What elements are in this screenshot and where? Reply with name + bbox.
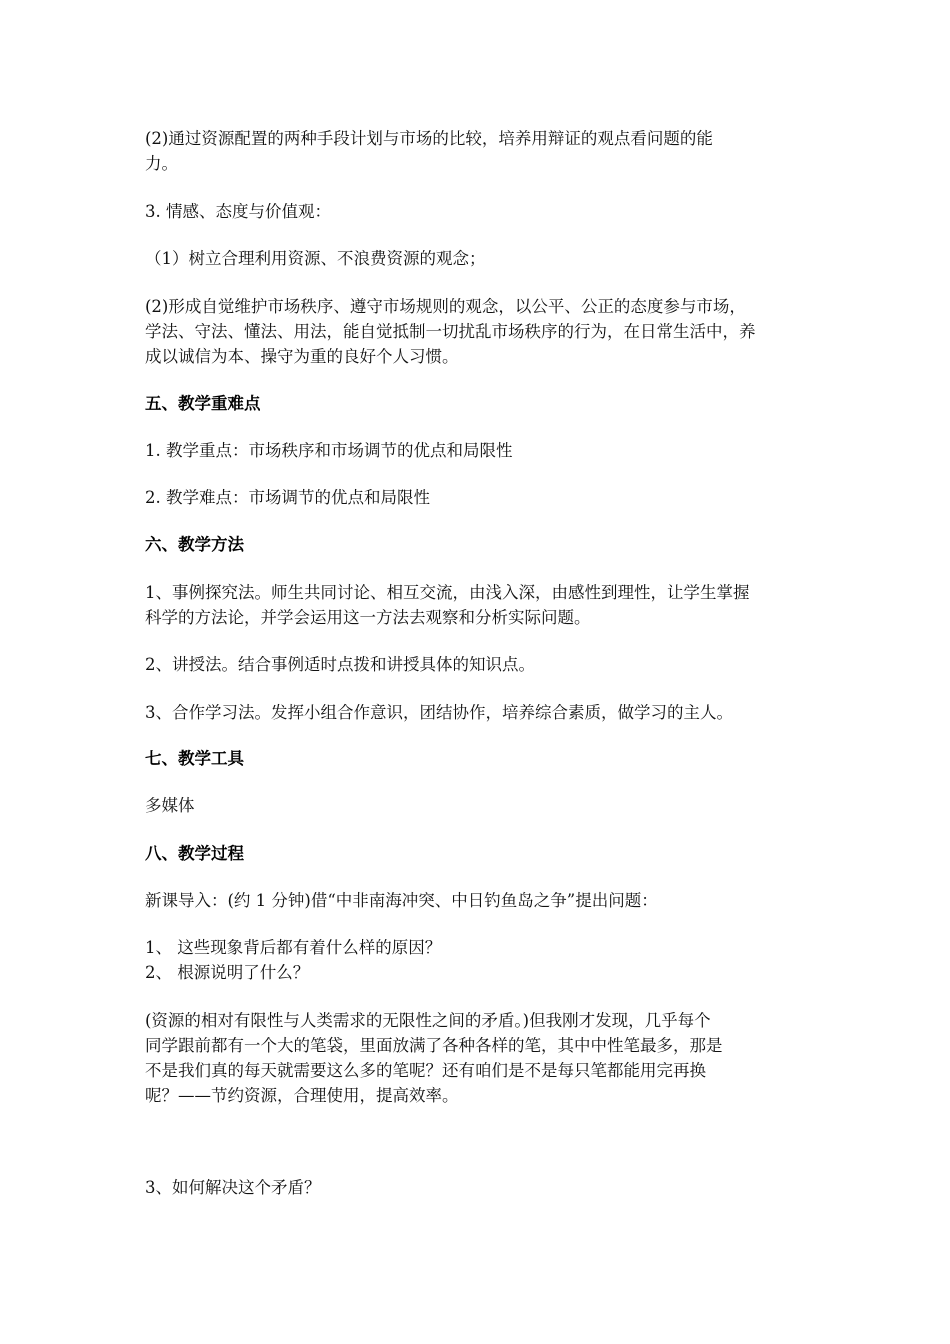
text-line: 不是我们真的每天就需要这么多的笔呢？还有咱们是不是每只笔都能用完再换 xyxy=(145,1061,706,1080)
text-line: 1、事例探究法。师生共同讨论、相互交流，由浅入深，由感性到理性，让学生掌握 xyxy=(145,583,750,602)
heading-methods: 六、教学方法 xyxy=(145,535,244,554)
questions-list xyxy=(145,935,810,985)
method-3-paragraph: 3、合作学习法。发挥小组合作意识，团结协作，培养综合素质，做学习的主人。 xyxy=(145,703,733,722)
text-line: 同学跟前都有一个大的笔袋，里面放满了各种各样的笔，其中中性笔最多，那是 xyxy=(145,1036,723,1055)
text-line: 呢？——节约资源，合理使用，提高效率。 xyxy=(145,1086,459,1105)
key-point-paragraph: 1. 教学重点：市场秩序和市场调节的优点和局限性 xyxy=(145,441,513,460)
method-2-paragraph: 2、讲授法。结合事例适时点拨和讲授具体的知识点。 xyxy=(145,655,535,674)
list-item: 2、 根源说明了什么？ xyxy=(145,963,310,982)
text-line: (2)通过资源配置的两种手段计划与市场的比较，培养用辩证的观点看问题的能 xyxy=(145,129,713,148)
intro-paragraph: 新课导入：(约 1 分钟)借“中非南海冲突、中日钓鱼岛之争”提出问题： xyxy=(145,891,658,910)
section-3-label: 3. 情感、态度与价值观： xyxy=(145,202,331,221)
text-line: 学法、守法、懂法、用法，能自觉抵制一切扰乱市场秩序的行为，在日常生活中，养 xyxy=(145,322,756,341)
difficulty-paragraph: 2. 教学难点：市场调节的优点和局限性 xyxy=(145,488,430,507)
attitude-1-paragraph: （1）树立合理利用资源、不浪费资源的观念； xyxy=(145,249,486,268)
objective-2-paragraph xyxy=(145,126,810,176)
heading-key-points: 五、教学重难点 xyxy=(145,394,261,413)
text-line: 力。 xyxy=(145,154,178,173)
text-line: 成以诚信为本、操守为重的良好个人习惯。 xyxy=(145,347,459,366)
method-1-paragraph xyxy=(145,580,810,630)
discussion-paragraph xyxy=(145,1008,810,1108)
tools-paragraph: 多媒体 xyxy=(145,796,195,815)
list-item: 1、 这些现象背后都有着什么样的原因？ xyxy=(145,938,442,957)
attitude-2-paragraph xyxy=(145,294,810,369)
text-line: (资源的相对有限性与人类需求的无限性之间的矛盾。)但我刚才发现，几乎每个 xyxy=(145,1011,711,1030)
question-3-paragraph: 3、如何解决这个矛盾？ xyxy=(145,1178,321,1197)
heading-tools: 七、教学工具 xyxy=(145,749,244,768)
text-line: (2)形成自觉维护市场秩序、遵守市场规则的观念，以公平、公正的态度参与市场， xyxy=(145,297,746,316)
heading-process: 八、教学过程 xyxy=(145,844,244,863)
text-line: 科学的方法论，并学会运用这一方法去观察和分析实际问题。 xyxy=(145,608,591,627)
